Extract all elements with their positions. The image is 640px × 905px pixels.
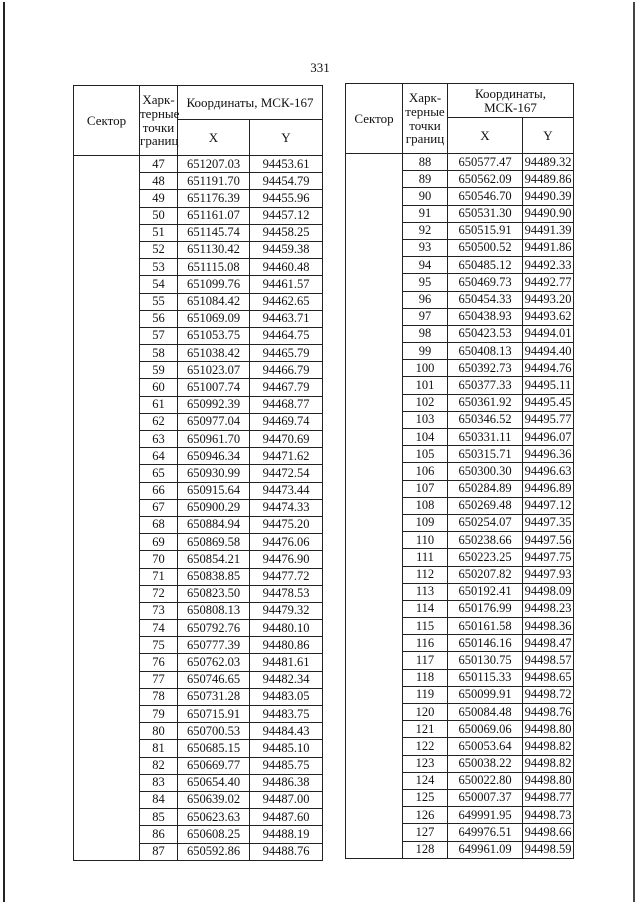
x-coordinate-cell: 651053.75 bbox=[178, 327, 250, 344]
x-coordinate-cell: 651191.70 bbox=[178, 173, 250, 190]
point-number-cell: 55 bbox=[140, 293, 178, 310]
x-coordinate-cell: 650731.28 bbox=[178, 688, 250, 705]
x-coordinate-cell: 650269.48 bbox=[448, 497, 523, 514]
coordinates-table-left bbox=[73, 85, 323, 861]
x-coordinate-cell: 650146.16 bbox=[448, 635, 523, 652]
point-number-cell: 56 bbox=[140, 310, 178, 327]
y-coordinate-cell: 94471.62 bbox=[250, 448, 323, 465]
x-coordinate-cell: 651099.76 bbox=[178, 276, 250, 293]
x-coordinate-cell: 651115.08 bbox=[178, 259, 250, 276]
point-number-cell: 52 bbox=[140, 241, 178, 258]
x-coordinate-cell: 650792.76 bbox=[178, 620, 250, 637]
point-number-cell: 78 bbox=[140, 688, 178, 705]
point-number-cell: 53 bbox=[140, 259, 178, 276]
y-coordinate-cell: 94488.19 bbox=[250, 826, 323, 843]
point-number-cell: 112 bbox=[403, 566, 448, 583]
y-coordinate-cell: 94464.75 bbox=[250, 327, 323, 344]
x-coordinate-cell: 650130.75 bbox=[448, 652, 523, 669]
y-coordinate-cell: 94478.53 bbox=[250, 585, 323, 602]
header-sector: Сектор bbox=[346, 84, 403, 154]
point-number-cell: 120 bbox=[403, 704, 448, 721]
y-coordinate-cell: 94481.61 bbox=[250, 654, 323, 671]
point-number-cell: 125 bbox=[403, 789, 448, 806]
point-number-cell: 113 bbox=[403, 583, 448, 600]
point-number-cell: 48 bbox=[140, 173, 178, 190]
y-coordinate-cell: 94498.73 bbox=[523, 807, 574, 824]
x-coordinate-cell: 650930.99 bbox=[178, 465, 250, 482]
point-number-cell: 107 bbox=[403, 480, 448, 497]
x-coordinate-cell: 650207.82 bbox=[448, 566, 523, 583]
y-coordinate-cell: 94463.71 bbox=[250, 310, 323, 327]
y-coordinate-cell: 94472.54 bbox=[250, 465, 323, 482]
y-coordinate-cell: 94498.72 bbox=[523, 686, 574, 703]
point-number-cell: 102 bbox=[403, 394, 448, 411]
y-coordinate-cell: 94470.69 bbox=[250, 431, 323, 448]
y-coordinate-cell: 94495.45 bbox=[523, 394, 574, 411]
point-number-cell: 92 bbox=[403, 222, 448, 239]
point-number-cell: 114 bbox=[403, 600, 448, 617]
point-number-cell: 85 bbox=[140, 809, 178, 826]
y-coordinate-cell: 94498.47 bbox=[523, 635, 574, 652]
point-number-cell: 81 bbox=[140, 740, 178, 757]
x-coordinate-cell: 650115.33 bbox=[448, 669, 523, 686]
x-coordinate-cell: 650408.13 bbox=[448, 343, 523, 360]
y-coordinate-cell: 94482.34 bbox=[250, 671, 323, 688]
x-coordinate-cell: 651038.42 bbox=[178, 345, 250, 362]
x-coordinate-cell: 649991.95 bbox=[448, 807, 523, 824]
x-coordinate-cell: 651145.74 bbox=[178, 224, 250, 241]
y-coordinate-cell: 94496.07 bbox=[523, 429, 574, 446]
x-coordinate-cell: 650053.64 bbox=[448, 738, 523, 755]
point-number-cell: 97 bbox=[403, 308, 448, 325]
y-coordinate-cell: 94498.59 bbox=[523, 841, 574, 858]
x-coordinate-cell: 650546.70 bbox=[448, 188, 523, 205]
x-coordinate-cell: 650654.40 bbox=[178, 774, 250, 791]
y-coordinate-cell: 94459.38 bbox=[250, 241, 323, 258]
point-number-cell: 64 bbox=[140, 448, 178, 465]
y-coordinate-cell: 94498.09 bbox=[523, 583, 574, 600]
header-y: Y bbox=[250, 120, 323, 156]
point-number-cell: 50 bbox=[140, 207, 178, 224]
point-number-cell: 128 bbox=[403, 841, 448, 858]
y-coordinate-cell: 94496.89 bbox=[523, 480, 574, 497]
table-row bbox=[346, 154, 574, 171]
point-number-cell: 103 bbox=[403, 411, 448, 428]
x-coordinate-cell: 650007.37 bbox=[448, 789, 523, 806]
point-number-cell: 51 bbox=[140, 224, 178, 241]
point-number-cell: 94 bbox=[403, 257, 448, 274]
y-coordinate-cell: 94477.72 bbox=[250, 568, 323, 585]
x-coordinate-cell: 650469.73 bbox=[448, 274, 523, 291]
x-coordinate-cell: 650176.99 bbox=[448, 600, 523, 617]
y-coordinate-cell: 94496.63 bbox=[523, 463, 574, 480]
point-number-cell: 124 bbox=[403, 772, 448, 789]
x-coordinate-cell: 650515.91 bbox=[448, 222, 523, 239]
y-coordinate-cell: 94498.80 bbox=[523, 721, 574, 738]
y-coordinate-cell: 94476.06 bbox=[250, 534, 323, 551]
point-number-cell: 95 bbox=[403, 274, 448, 291]
x-coordinate-cell: 650377.33 bbox=[448, 377, 523, 394]
y-coordinate-cell: 94489.32 bbox=[523, 154, 574, 171]
point-number-cell: 87 bbox=[140, 843, 178, 860]
page-number: 331 bbox=[310, 60, 330, 75]
x-coordinate-cell: 651069.09 bbox=[178, 310, 250, 327]
y-coordinate-cell: 94461.57 bbox=[250, 276, 323, 293]
y-coordinate-cell: 94486.38 bbox=[250, 774, 323, 791]
x-coordinate-cell: 651176.39 bbox=[178, 190, 250, 207]
point-number-cell: 71 bbox=[140, 568, 178, 585]
point-number-cell: 106 bbox=[403, 463, 448, 480]
point-number-cell: 108 bbox=[403, 497, 448, 514]
header-coords: Координаты, МСК-167 bbox=[448, 84, 574, 118]
x-coordinate-cell: 650639.02 bbox=[178, 791, 250, 808]
x-coordinate-cell: 650254.07 bbox=[448, 514, 523, 531]
y-coordinate-cell: 94497.93 bbox=[523, 566, 574, 583]
table-row bbox=[74, 156, 323, 173]
y-coordinate-cell: 94498.76 bbox=[523, 704, 574, 721]
point-number-cell: 59 bbox=[140, 362, 178, 379]
x-coordinate-cell: 650300.30 bbox=[448, 463, 523, 480]
x-coordinate-cell: 650823.50 bbox=[178, 585, 250, 602]
point-number-cell: 109 bbox=[403, 514, 448, 531]
x-coordinate-cell: 650284.89 bbox=[448, 480, 523, 497]
y-coordinate-cell: 94476.90 bbox=[250, 551, 323, 568]
x-coordinate-cell: 651084.42 bbox=[178, 293, 250, 310]
header-x: X bbox=[448, 118, 523, 154]
x-coordinate-cell: 650022.80 bbox=[448, 772, 523, 789]
y-coordinate-cell: 94469.74 bbox=[250, 413, 323, 430]
point-number-cell: 83 bbox=[140, 774, 178, 791]
x-coordinate-cell: 650423.53 bbox=[448, 325, 523, 342]
sector-cell bbox=[346, 154, 403, 859]
y-coordinate-cell: 94498.77 bbox=[523, 789, 574, 806]
point-number-cell: 117 bbox=[403, 652, 448, 669]
y-coordinate-cell: 94453.61 bbox=[250, 156, 323, 173]
x-coordinate-cell: 650961.70 bbox=[178, 431, 250, 448]
point-number-cell: 68 bbox=[140, 516, 178, 533]
point-number-cell: 49 bbox=[140, 190, 178, 207]
x-coordinate-cell: 650900.29 bbox=[178, 499, 250, 516]
y-coordinate-cell: 94468.77 bbox=[250, 396, 323, 413]
x-coordinate-cell: 651023.07 bbox=[178, 362, 250, 379]
point-number-cell: 123 bbox=[403, 755, 448, 772]
y-coordinate-cell: 94487.00 bbox=[250, 791, 323, 808]
y-coordinate-cell: 94483.05 bbox=[250, 688, 323, 705]
x-coordinate-cell: 650669.77 bbox=[178, 757, 250, 774]
y-coordinate-cell: 94498.82 bbox=[523, 738, 574, 755]
x-coordinate-cell: 650992.39 bbox=[178, 396, 250, 413]
x-coordinate-cell: 650485.12 bbox=[448, 257, 523, 274]
y-coordinate-cell: 94485.10 bbox=[250, 740, 323, 757]
y-coordinate-cell: 94495.77 bbox=[523, 411, 574, 428]
x-coordinate-cell: 650392.73 bbox=[448, 360, 523, 377]
y-coordinate-cell: 94485.75 bbox=[250, 757, 323, 774]
x-coordinate-cell: 650346.52 bbox=[448, 411, 523, 428]
y-coordinate-cell: 94492.77 bbox=[523, 274, 574, 291]
point-number-cell: 126 bbox=[403, 807, 448, 824]
x-coordinate-cell: 650084.48 bbox=[448, 704, 523, 721]
header-coords: Координаты, МСК-167 bbox=[178, 86, 323, 120]
point-number-cell: 79 bbox=[140, 706, 178, 723]
y-coordinate-cell: 94498.80 bbox=[523, 772, 574, 789]
y-coordinate-cell: 94484.43 bbox=[250, 723, 323, 740]
y-coordinate-cell: 94467.79 bbox=[250, 379, 323, 396]
header-point: Харк-терные точки границ bbox=[403, 84, 448, 154]
y-coordinate-cell: 94498.36 bbox=[523, 618, 574, 635]
y-coordinate-cell: 94457.12 bbox=[250, 207, 323, 224]
x-coordinate-cell: 650038.22 bbox=[448, 755, 523, 772]
x-coordinate-cell: 650454.33 bbox=[448, 291, 523, 308]
point-number-cell: 57 bbox=[140, 327, 178, 344]
x-coordinate-cell: 650777.39 bbox=[178, 637, 250, 654]
point-number-cell: 91 bbox=[403, 205, 448, 222]
point-number-cell: 76 bbox=[140, 654, 178, 671]
point-number-cell: 74 bbox=[140, 620, 178, 637]
point-number-cell: 105 bbox=[403, 446, 448, 463]
y-coordinate-cell: 94473.44 bbox=[250, 482, 323, 499]
x-coordinate-cell: 650762.03 bbox=[178, 654, 250, 671]
point-number-cell: 88 bbox=[403, 154, 448, 171]
point-number-cell: 65 bbox=[140, 465, 178, 482]
point-number-cell: 77 bbox=[140, 671, 178, 688]
x-coordinate-cell: 650562.09 bbox=[448, 171, 523, 188]
x-coordinate-cell: 650700.53 bbox=[178, 723, 250, 740]
x-coordinate-cell: 650915.64 bbox=[178, 482, 250, 499]
point-number-cell: 47 bbox=[140, 156, 178, 173]
y-coordinate-cell: 94496.36 bbox=[523, 446, 574, 463]
x-coordinate-cell: 650161.58 bbox=[448, 618, 523, 635]
y-coordinate-cell: 94489.86 bbox=[523, 171, 574, 188]
point-number-cell: 61 bbox=[140, 396, 178, 413]
x-coordinate-cell: 650685.15 bbox=[178, 740, 250, 757]
y-coordinate-cell: 94490.90 bbox=[523, 205, 574, 222]
point-number-cell: 73 bbox=[140, 602, 178, 619]
y-coordinate-cell: 94497.56 bbox=[523, 532, 574, 549]
y-coordinate-cell: 94491.86 bbox=[523, 239, 574, 256]
y-coordinate-cell: 94497.12 bbox=[523, 497, 574, 514]
point-number-cell: 111 bbox=[403, 549, 448, 566]
y-coordinate-cell: 94488.76 bbox=[250, 843, 323, 860]
y-coordinate-cell: 94494.76 bbox=[523, 360, 574, 377]
table-body-left bbox=[74, 156, 323, 861]
x-coordinate-cell: 650869.58 bbox=[178, 534, 250, 551]
point-number-cell: 122 bbox=[403, 738, 448, 755]
y-coordinate-cell: 94462.65 bbox=[250, 293, 323, 310]
x-coordinate-cell: 650592.86 bbox=[178, 843, 250, 860]
table-body-right bbox=[346, 154, 574, 859]
y-coordinate-cell: 94466.79 bbox=[250, 362, 323, 379]
point-number-cell: 75 bbox=[140, 637, 178, 654]
point-number-cell: 60 bbox=[140, 379, 178, 396]
y-coordinate-cell: 94480.86 bbox=[250, 637, 323, 654]
y-coordinate-cell: 94498.82 bbox=[523, 755, 574, 772]
y-coordinate-cell: 94492.33 bbox=[523, 257, 574, 274]
x-coordinate-cell: 650854.21 bbox=[178, 551, 250, 568]
y-coordinate-cell: 94497.35 bbox=[523, 514, 574, 531]
x-coordinate-cell: 651207.03 bbox=[178, 156, 250, 173]
x-coordinate-cell: 650315.71 bbox=[448, 446, 523, 463]
y-coordinate-cell: 94498.66 bbox=[523, 824, 574, 841]
y-coordinate-cell: 94480.10 bbox=[250, 620, 323, 637]
header-sector: Сектор bbox=[74, 86, 140, 156]
x-coordinate-cell: 650331.11 bbox=[448, 429, 523, 446]
x-coordinate-cell: 651007.74 bbox=[178, 379, 250, 396]
point-number-cell: 62 bbox=[140, 413, 178, 430]
x-coordinate-cell: 650977.04 bbox=[178, 413, 250, 430]
point-number-cell: 93 bbox=[403, 239, 448, 256]
point-number-cell: 84 bbox=[140, 791, 178, 808]
x-coordinate-cell: 649976.51 bbox=[448, 824, 523, 841]
x-coordinate-cell: 650946.34 bbox=[178, 448, 250, 465]
point-number-cell: 54 bbox=[140, 276, 178, 293]
x-coordinate-cell: 651130.42 bbox=[178, 241, 250, 258]
y-coordinate-cell: 94458.25 bbox=[250, 224, 323, 241]
sector-cell bbox=[74, 156, 140, 861]
x-coordinate-cell: 650623.63 bbox=[178, 809, 250, 826]
point-number-cell: 89 bbox=[403, 171, 448, 188]
y-coordinate-cell: 94487.60 bbox=[250, 809, 323, 826]
y-coordinate-cell: 94495.11 bbox=[523, 377, 574, 394]
point-number-cell: 127 bbox=[403, 824, 448, 841]
x-coordinate-cell: 650223.25 bbox=[448, 549, 523, 566]
point-number-cell: 63 bbox=[140, 431, 178, 448]
point-number-cell: 101 bbox=[403, 377, 448, 394]
point-number-cell: 82 bbox=[140, 757, 178, 774]
y-coordinate-cell: 94454.79 bbox=[250, 173, 323, 190]
y-coordinate-cell: 94498.57 bbox=[523, 652, 574, 669]
y-coordinate-cell: 94490.39 bbox=[523, 188, 574, 205]
x-coordinate-cell: 650192.41 bbox=[448, 583, 523, 600]
point-number-cell: 121 bbox=[403, 721, 448, 738]
point-number-cell: 98 bbox=[403, 325, 448, 342]
point-number-cell: 58 bbox=[140, 345, 178, 362]
point-number-cell: 70 bbox=[140, 551, 178, 568]
point-number-cell: 115 bbox=[403, 618, 448, 635]
y-coordinate-cell: 94498.23 bbox=[523, 600, 574, 617]
y-coordinate-cell: 94460.48 bbox=[250, 259, 323, 276]
point-number-cell: 118 bbox=[403, 669, 448, 686]
y-coordinate-cell: 94483.75 bbox=[250, 706, 323, 723]
point-number-cell: 110 bbox=[403, 532, 448, 549]
x-coordinate-cell: 650438.93 bbox=[448, 308, 523, 325]
point-number-cell: 116 bbox=[403, 635, 448, 652]
y-coordinate-cell: 94494.40 bbox=[523, 343, 574, 360]
header-y: Y bbox=[523, 118, 574, 154]
x-coordinate-cell: 649961.09 bbox=[448, 841, 523, 858]
x-coordinate-cell: 650577.47 bbox=[448, 154, 523, 171]
y-coordinate-cell: 94493.62 bbox=[523, 308, 574, 325]
x-coordinate-cell: 650838.85 bbox=[178, 568, 250, 585]
y-coordinate-cell: 94494.01 bbox=[523, 325, 574, 342]
x-coordinate-cell: 650361.92 bbox=[448, 394, 523, 411]
x-coordinate-cell: 650531.30 bbox=[448, 205, 523, 222]
point-number-cell: 86 bbox=[140, 826, 178, 843]
point-number-cell: 104 bbox=[403, 429, 448, 446]
y-coordinate-cell: 94493.20 bbox=[523, 291, 574, 308]
point-number-cell: 72 bbox=[140, 585, 178, 602]
x-coordinate-cell: 650884.94 bbox=[178, 516, 250, 533]
x-coordinate-cell: 650746.65 bbox=[178, 671, 250, 688]
x-coordinate-cell: 650608.25 bbox=[178, 826, 250, 843]
x-coordinate-cell: 651161.07 bbox=[178, 207, 250, 224]
point-number-cell: 90 bbox=[403, 188, 448, 205]
x-coordinate-cell: 650500.52 bbox=[448, 239, 523, 256]
point-number-cell: 96 bbox=[403, 291, 448, 308]
x-coordinate-cell: 650238.66 bbox=[448, 532, 523, 549]
x-coordinate-cell: 650099.91 bbox=[448, 686, 523, 703]
x-coordinate-cell: 650808.13 bbox=[178, 602, 250, 619]
point-number-cell: 99 bbox=[403, 343, 448, 360]
point-number-cell: 80 bbox=[140, 723, 178, 740]
y-coordinate-cell: 94497.75 bbox=[523, 549, 574, 566]
y-coordinate-cell: 94465.79 bbox=[250, 345, 323, 362]
y-coordinate-cell: 94455.96 bbox=[250, 190, 323, 207]
point-number-cell: 119 bbox=[403, 686, 448, 703]
y-coordinate-cell: 94491.39 bbox=[523, 222, 574, 239]
header-point: Харк-терные точки границ bbox=[140, 86, 178, 156]
point-number-cell: 67 bbox=[140, 499, 178, 516]
y-coordinate-cell: 94479.32 bbox=[250, 602, 323, 619]
y-coordinate-cell: 94474.33 bbox=[250, 499, 323, 516]
point-number-cell: 69 bbox=[140, 534, 178, 551]
point-number-cell: 100 bbox=[403, 360, 448, 377]
header-x: X bbox=[178, 120, 250, 156]
point-number-cell: 66 bbox=[140, 482, 178, 499]
x-coordinate-cell: 650069.06 bbox=[448, 721, 523, 738]
y-coordinate-cell: 94498.65 bbox=[523, 669, 574, 686]
coordinates-table-right bbox=[345, 83, 574, 859]
y-coordinate-cell: 94475.20 bbox=[250, 516, 323, 533]
x-coordinate-cell: 650715.91 bbox=[178, 706, 250, 723]
